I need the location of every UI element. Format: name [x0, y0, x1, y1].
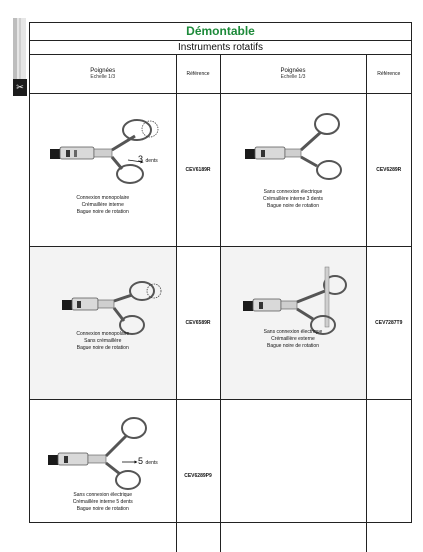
handle-illustration [221, 94, 367, 246]
desc-line: Sans connexion électrique [221, 329, 366, 336]
empty-cell [220, 400, 366, 552]
desc-line: Connexion monopolaire [30, 195, 176, 202]
table-row [30, 94, 411, 247]
side-tab-stripe-thin [19, 18, 21, 80]
desc-line: Bague noire de rotation [30, 506, 176, 513]
col-header-reference: Référence [176, 55, 220, 94]
handle-cell [220, 94, 366, 247]
handle-illustration [30, 94, 176, 246]
handle-illustration [30, 247, 176, 399]
reference-code: CEV6289R [366, 94, 411, 247]
reference-code: CEV6589R [176, 247, 220, 400]
col-header-scale: Echelle 1/3 [221, 74, 366, 80]
handle-description [221, 189, 366, 210]
side-tab-stripe [13, 18, 17, 80]
handle-description [30, 331, 176, 352]
desc-line: Bague noire de rotation [30, 345, 176, 352]
page-subtitle: Instruments rotatifs [30, 41, 411, 55]
desc-line: Sans connexion électrique [30, 492, 176, 499]
teeth-callout [138, 456, 158, 466]
handle-description [30, 492, 176, 513]
desc-line: Crémaillère interne 5 dents [30, 499, 176, 506]
handle-cell [220, 247, 366, 400]
col-header-handles-right [220, 55, 366, 94]
instrument-table [30, 55, 411, 552]
table-header-row [30, 55, 411, 94]
handle-cell [30, 94, 176, 247]
col-header-handles-left [30, 55, 176, 94]
handle-description [30, 195, 176, 216]
col-header-title: Poignées [30, 68, 176, 74]
teeth-label: dents [146, 158, 158, 164]
scissors-icon: ✂ [13, 79, 27, 96]
teeth-count: 5 [138, 456, 143, 466]
table-row [30, 400, 411, 552]
teeth-callout [138, 154, 158, 164]
table-row [30, 247, 411, 400]
handle-cell [30, 400, 176, 552]
handle-illustration [221, 247, 367, 399]
desc-line: Bague noire de rotation [221, 343, 366, 350]
reference-code: CEV7287T9 [366, 247, 411, 400]
col-header-reference-2: Référence [366, 55, 411, 94]
handle-cell [30, 247, 176, 400]
col-header-scale: Echelle 1/3 [30, 74, 176, 80]
desc-line: Bague noire de rotation [30, 209, 176, 216]
desc-line: Crémaillère interne [30, 202, 176, 209]
handle-description [221, 329, 366, 350]
catalog-sheet [29, 22, 412, 523]
desc-line: Crémaillère interne 3 dents [221, 196, 366, 203]
teeth-label: dents [146, 460, 158, 466]
page-title: Démontable [30, 23, 411, 41]
desc-line: Sans connexion électrique [221, 189, 366, 196]
desc-line: Sans crémaillère [30, 338, 176, 345]
desc-line: Crémaillère externe [221, 336, 366, 343]
handle-illustration [30, 400, 176, 552]
reference-code-empty [366, 400, 411, 552]
reference-code: CEV6189R [176, 94, 220, 247]
col-header-title: Poignées [221, 68, 366, 74]
teeth-count: 3 [138, 154, 143, 164]
desc-line: Bague noire de rotation [221, 203, 366, 210]
desc-line: Connexion monopolaire [30, 331, 176, 338]
reference-code: CEV6289P9 [176, 400, 220, 552]
